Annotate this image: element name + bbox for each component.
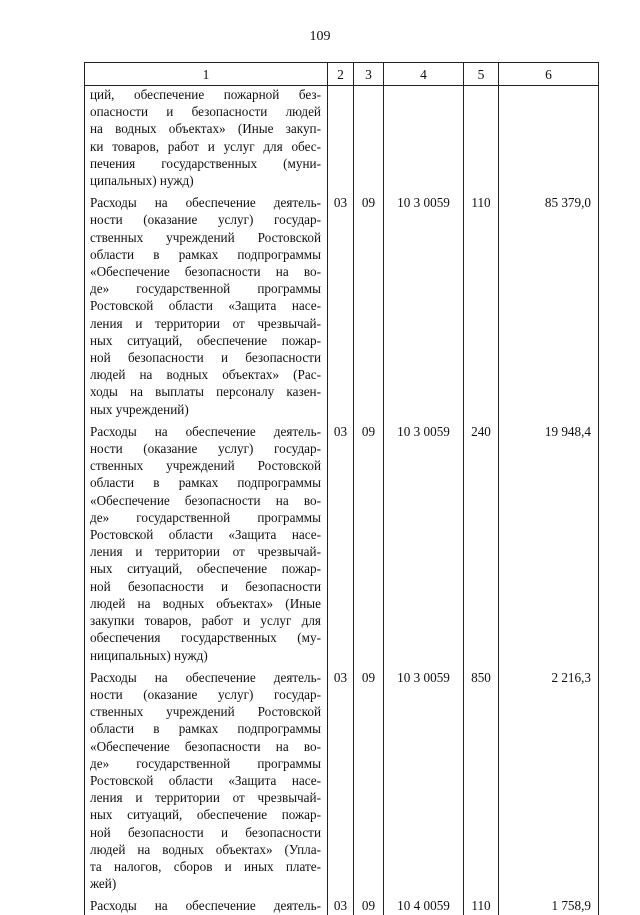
row-expense-type: 240 bbox=[464, 423, 499, 669]
row-subsection-code: 09 bbox=[354, 423, 384, 669]
description-line: ления и территории от чрезвычай- bbox=[90, 790, 321, 806]
description-line: ной безопасности и безопасности bbox=[90, 578, 321, 594]
row-section-code: 03 bbox=[328, 423, 354, 669]
description-line: ки товаров, работ и услуг для обес- bbox=[90, 138, 321, 154]
row-expense-type bbox=[464, 86, 499, 195]
column-header-subsection: 3 bbox=[354, 63, 384, 86]
row-description bbox=[85, 669, 328, 898]
description-line: ной безопасности и безопасности bbox=[90, 824, 321, 840]
description-line: ной безопасности и безопасности bbox=[90, 350, 321, 366]
description-line: области в рамках подпрограммы bbox=[90, 475, 321, 491]
description-line: ности (оказание услуг) государ- bbox=[90, 212, 321, 228]
description-line: опасности и безопасности людей bbox=[90, 104, 321, 120]
row-description bbox=[85, 423, 328, 669]
table-row bbox=[85, 86, 599, 195]
row-amount: 19 948,4 bbox=[499, 423, 599, 669]
description-line: области в рамках подпрограммы bbox=[90, 721, 321, 737]
column-header-target-article: 4 bbox=[384, 63, 464, 86]
row-section-code: 03 bbox=[328, 897, 354, 914]
description-line: ственных учреждений Ростовской bbox=[90, 704, 321, 720]
description-line: ления и территории от чрезвычай- bbox=[90, 315, 321, 331]
description-line: ных ситуаций, обеспечение пожар- bbox=[90, 807, 321, 823]
table-body bbox=[85, 86, 599, 915]
table-row bbox=[85, 897, 599, 914]
description-line: «Обеспечение безопасности на во- bbox=[90, 264, 321, 280]
description-line: печения государственных (муни- bbox=[90, 155, 321, 171]
description-line: ственных учреждений Ростовской bbox=[90, 458, 321, 474]
row-amount: 2 216,3 bbox=[499, 669, 599, 898]
description-line: Ростовской области «Защита насе- bbox=[90, 298, 321, 314]
description-line: де» государственной программы bbox=[90, 509, 321, 525]
row-expense-type: 850 bbox=[464, 669, 499, 898]
row-expense-type: 110 bbox=[464, 194, 499, 423]
row-amount bbox=[499, 86, 599, 195]
row-target-article: 10 3 0059 bbox=[384, 669, 464, 898]
description-line: Расходы на обеспечение деятель- bbox=[90, 669, 321, 685]
header-row bbox=[85, 63, 599, 86]
row-subsection-code bbox=[354, 86, 384, 195]
description-line: де» государственной программы bbox=[90, 281, 321, 297]
description-line: ных ситуаций, обеспечение пожар- bbox=[90, 561, 321, 577]
description-line: «Обеспечение безопасности на во- bbox=[90, 492, 321, 508]
description-line: «Обеспечение безопасности на во- bbox=[90, 738, 321, 754]
row-subsection-code: 09 bbox=[354, 194, 384, 423]
description-line: людей на водных объектах» (Упла- bbox=[90, 841, 321, 857]
budget-table bbox=[84, 62, 599, 915]
row-amount: 85 379,0 bbox=[499, 194, 599, 423]
row-target-article bbox=[384, 86, 464, 195]
row-section-code bbox=[328, 86, 354, 195]
description-line: ниципальных) нужд) bbox=[90, 647, 208, 663]
description-line: ных ситуаций, обеспечение пожар- bbox=[90, 332, 321, 348]
description-line: ций, обеспечение пожарной без- bbox=[90, 87, 321, 102]
description-line: де» государственной программы bbox=[90, 755, 321, 771]
description-line: ности (оказание услуг) государ- bbox=[90, 441, 321, 457]
row-target-article: 10 3 0059 bbox=[384, 423, 464, 669]
description-line: области в рамках подпрограммы bbox=[90, 246, 321, 262]
description-line: жей) bbox=[90, 876, 117, 892]
description-line: та налогов, сборов и иных плате- bbox=[90, 858, 321, 874]
description-line: Расходы на обеспечение деятель- bbox=[90, 195, 321, 211]
page-number: 109 bbox=[309, 29, 331, 44]
row-amount: 1 758,9 bbox=[499, 897, 599, 914]
column-header-section: 2 bbox=[328, 63, 354, 86]
description-line: ходы на выплаты персоналу казен- bbox=[90, 384, 321, 400]
column-header-amount: 6 bbox=[499, 63, 599, 86]
description-line: обеспечения государственных (му- bbox=[90, 630, 321, 646]
description-line: ности (оказание услуг) государ- bbox=[90, 686, 321, 702]
row-expense-type: 110 bbox=[464, 897, 499, 914]
row-description bbox=[85, 194, 328, 423]
description-line: Расходы на обеспечение деятель- bbox=[90, 423, 321, 439]
description-line: закупки товаров, работ и услуг для bbox=[90, 613, 321, 629]
row-section-code: 03 bbox=[328, 669, 354, 898]
row-target-article: 10 4 0059 bbox=[384, 897, 464, 914]
description-line: Ростовской области «Защита насе- bbox=[90, 772, 321, 788]
row-subsection-code: 09 bbox=[354, 669, 384, 898]
row-subsection-code: 09 bbox=[354, 897, 384, 914]
description-line: на водных объектах» (Иные закуп- bbox=[90, 121, 321, 137]
column-header-description: 1 bbox=[85, 63, 328, 86]
row-description bbox=[85, 897, 328, 914]
description-line: Расходы на обеспечение деятель- bbox=[90, 898, 321, 914]
description-line: ственных учреждений Ростовской bbox=[90, 229, 321, 245]
table-row bbox=[85, 669, 599, 898]
description-line: ных учреждений) bbox=[90, 401, 189, 417]
row-description bbox=[85, 86, 328, 195]
table-row bbox=[85, 194, 599, 423]
description-line: ления и территории от чрезвычай- bbox=[90, 544, 321, 560]
description-line: людей на водных объектах» (Иные bbox=[90, 595, 321, 611]
row-section-code: 03 bbox=[328, 194, 354, 423]
description-line: людей на водных объектах» (Рас- bbox=[90, 367, 321, 383]
description-line: Ростовской области «Защита насе- bbox=[90, 527, 321, 543]
table-row bbox=[85, 423, 599, 669]
row-target-article: 10 3 0059 bbox=[384, 194, 464, 423]
description-line: ципальных) нужд) bbox=[90, 173, 194, 189]
column-header-expense-type: 5 bbox=[464, 63, 499, 86]
